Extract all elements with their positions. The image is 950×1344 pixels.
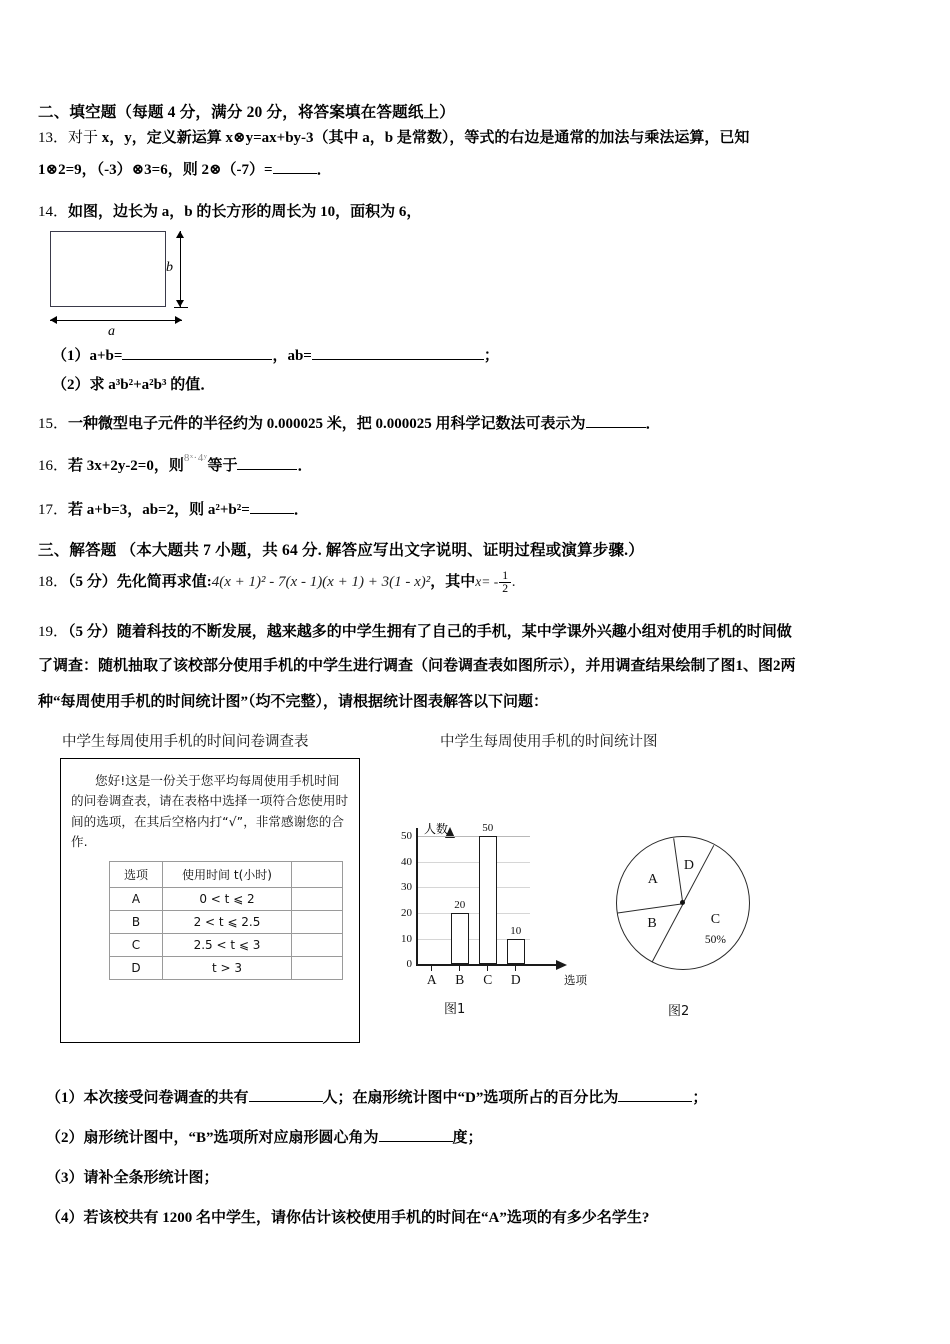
question-19-sub4: （4）若该校共有 1200 名中学生，请你估计该校使用手机的时间在“A”选项的有多少名学生? [46,1210,650,1226]
question-13-given: 1⊗2=9，（‐3）⊗3=6，则 2⊗（‐7）= [38,162,273,178]
bottom-extension-line [174,307,188,308]
pie-slice-label: C [710,911,721,927]
bar [451,913,469,964]
question-18-number: 18． [38,574,69,591]
sub1-text-c: ； [692,1090,708,1106]
survey-intro-text: 您好!这是一份关于您平均每周使用手机时间的问卷调查表，请在表格中选择一项符合您使用时间的选项，在其后空格内打“√”，非常感谢您的合作. [71,773,349,850]
question-19-text-line1: 随着科技的不断发展，越来越多的中学生拥有了自己的手机，某中学课外兴趣小组对使用手机的时间做 [116,624,792,640]
pie-slice-label: B [647,915,657,931]
option-range: 2 < t ⩽ 2.5 [163,910,292,933]
section-3-heading: 三、解答题 （本大题共 7 小题，共 64 分. 解答应写出文字说明、证明过程或演算步骤.） [38,542,644,559]
question-17-period: ． [293,502,309,518]
question-14-blank-sum[interactable] [122,359,272,360]
question-19-line1 [38,622,792,644]
bar-chart-figure-1 [382,820,612,1017]
question-14-sub1-mid: ，ab= [272,348,312,364]
pie-slice-label: A [647,872,658,888]
table-header-row [110,861,343,887]
question-14-line [38,202,421,224]
y-axis-label: 人数 [424,822,449,836]
bar-value-label: 10 [510,924,522,937]
question-18-score: （5 分） [68,574,117,591]
survey-table-title: 中学生每周使用手机的时间问卷调查表 [62,734,309,750]
question-13-vars: x，y [101,130,132,146]
question-18-expression: 4(x + 1)² - 7(x - 1)(x + 1) + 3(1 - x)² [211,574,431,591]
option-checkbox-cell[interactable] [292,910,343,933]
x-category-label: B [455,972,465,987]
table-row [110,910,343,933]
question-13-line2 [38,160,332,182]
question-19-sub2 [46,1128,483,1150]
question-19-sub3: （3）请补全条形统计图； [46,1170,219,1186]
x-category-label: A [426,972,437,987]
question-14-sub1-prefix: （1）a+b= [52,348,123,364]
rectangle-label-b: b [166,260,173,275]
x-axis-label: 选项 [564,973,587,987]
question-16-answer-blank[interactable] [237,469,297,470]
x-axis-arrow [556,960,567,970]
question-16-period: ． [297,458,313,474]
x-category-label: C [483,972,493,987]
question-19-text-line3: 种“每周使用手机的时间统计图”（均不完整），请根据统计图表解答以下问题： [38,694,549,710]
question-18-instruction: 先化简再求值: [116,574,212,591]
x-tick [487,966,488,971]
option-range: 0 < t ⩽ 2 [163,887,292,910]
gridline [418,862,530,863]
question-18-fraction [499,570,511,596]
option-letter: D [110,956,163,979]
option-checkbox-cell[interactable] [292,956,343,979]
y-tick-label: 50 [401,830,412,843]
question-18-equals: = - [481,574,499,590]
question-14-sub2: （2）求 a³b²+a²b³ 的值． [52,377,216,393]
question-15-period: ． [645,416,661,432]
pie-slice-percent: 50% [704,933,726,946]
gridline [418,836,530,837]
x-tick [515,966,516,971]
question-13-period: ． [316,162,332,178]
option-checkbox-cell[interactable] [292,933,343,956]
option-letter: A [110,887,163,910]
question-15-answer-blank[interactable] [586,427,646,428]
question-14-sub1-end: ； [483,348,499,364]
option-checkbox-cell[interactable] [292,887,343,910]
question-14-blank-product[interactable] [312,359,484,360]
sub1-blank-total[interactable] [249,1101,323,1102]
bar [507,939,525,965]
sub2-text-a: （2）扇形统计图中，“B”选项所对应扇形圆心角为 [46,1130,379,1146]
question-19-sub1 [46,1088,707,1110]
table-row [110,933,343,956]
fraction-numerator: 1 [502,569,509,582]
y-tick-label: 20 [401,907,412,919]
sub2-text-b: 度； [452,1130,483,1146]
question-14-number: 14． [38,204,69,220]
question-15-number: 15． [38,416,69,432]
pie-chart-figure-2 [616,836,756,1019]
y-tick-label: 10 [401,932,412,945]
question-13-answer-blank[interactable] [273,173,317,174]
question-18-variable: x [475,574,482,590]
table-row [110,887,343,910]
sub2-blank-angle[interactable] [379,1141,453,1142]
question-16-text-b: 等于 [207,458,238,474]
y-tick-label: 0 [406,958,412,971]
y-axis [416,828,418,966]
question-13-text-a: 对于 [68,130,102,146]
header-checkbox [292,861,343,887]
statistics-charts-title: 中学生每周使用手机的时间统计图 [440,734,658,750]
gridline [418,887,530,888]
header-usage-time: 使用时间 t(小时) [163,861,292,887]
question-17-text: 若 a+b=3，ab=2，则 a²+b²= [68,502,250,518]
question-17-answer-blank[interactable] [250,513,294,514]
width-dimension-arrow [50,320,182,321]
section-2-heading: 二、填空题（每题 4 分，满分 20 分，将答案填在答题纸上） [38,104,455,121]
question-17-number: 17． [38,502,69,518]
bar-value-label: 50 [482,822,494,835]
height-dimension-arrow [180,231,181,307]
x-tick [459,966,460,971]
question-18-where: ，其中 [430,574,476,591]
rectangle-label-a: a [108,324,115,339]
question-15-line [38,414,661,436]
gridline [418,913,530,914]
question-18-line [38,570,516,596]
option-range: 2.5 < t ⩽ 3 [163,933,292,956]
x-tick [431,966,432,971]
y-tick-label: 30 [401,881,412,894]
y-tick-label: 40 [401,855,412,868]
figure-1-caption: 图1 [444,1002,466,1017]
question-13-number: 13． [38,130,69,146]
sub1-text-b: 人；在扇形统计图中“D”选项所占的百分比为 [322,1090,619,1106]
question-19-number: 19． [38,624,69,640]
figure-2-caption: 图2 [668,1004,690,1019]
sub1-blank-percent[interactable] [618,1101,692,1102]
question-16-line [38,452,313,478]
table-row [110,956,343,979]
question-14-text: 如图，边长为 a，b 的长方形的周长为 10，面积为 6， [68,204,422,220]
option-range: t > 3 [163,956,292,979]
option-letter: C [110,933,163,956]
question-15-text: 一种微型电子元件的半径约为 0.000025 米，把 0.000025 用科学记数法可表示为 [68,416,586,432]
question-19-score: （5 分） [68,624,117,640]
pie-slice-label: D [683,857,695,873]
x-category-label: D [510,972,521,987]
question-13-text-b: ，定义新运算 x⊗y=ax+by‐3（其中 a，b 是常数），等式的右边是通常的加法与乘法运算，已知 [131,130,750,146]
question-18-period: . [512,574,516,591]
bar-value-label: 20 [454,899,466,911]
question-16-expression: 8ˣ·4ʸ [183,452,208,464]
rectangle-shape [50,231,166,307]
sub1-text-a: （1）本次接受问卷调查的共有 [46,1090,249,1106]
survey-options-table [109,861,343,980]
rectangle-figure [42,228,212,340]
question-19-text-line2: 了调查：随机抽取了该校部分使用手机的中学生进行调查（问卷调查表如图所示），并用调查结果绘制了图1、图2两 [38,658,796,674]
question-16-text-a: 若 3x+2y‐2=0，则 [68,458,184,474]
option-letter: B [110,910,163,933]
question-17-line [38,500,309,522]
bar [479,836,497,964]
question-14-sub1 [52,346,499,368]
question-16-number: 16． [38,458,69,474]
question-13-line1 [38,128,749,150]
header-option: 选项 [110,861,163,887]
fraction-denominator: 2 [499,582,511,595]
survey-questionnaire-card [60,758,360,1043]
